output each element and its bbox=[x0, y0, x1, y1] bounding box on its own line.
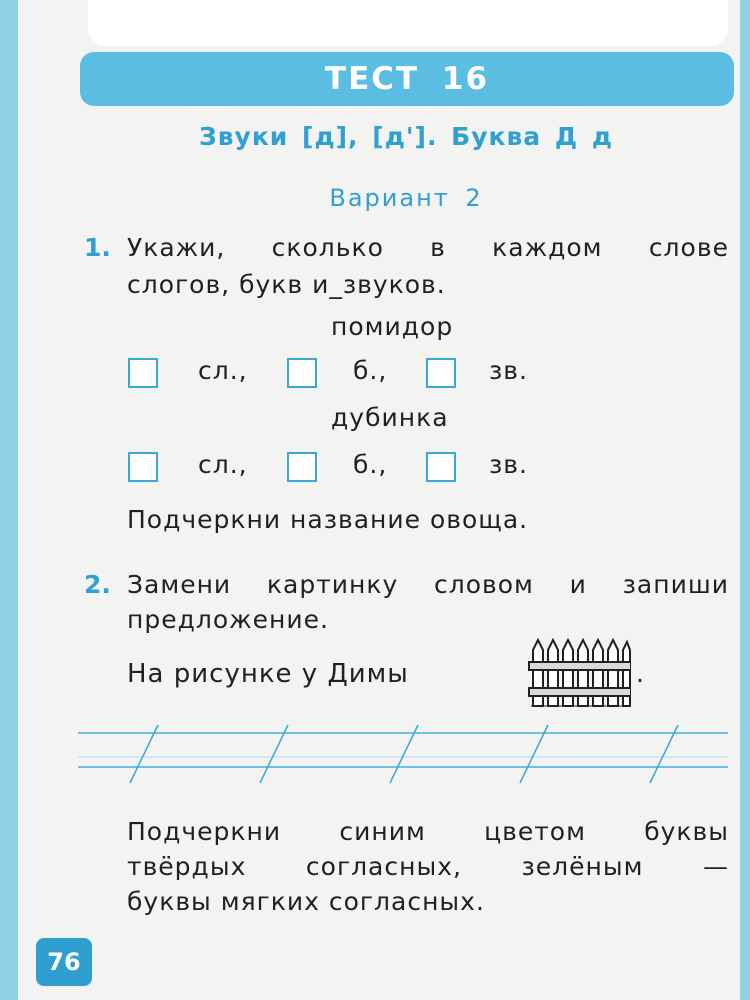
task-2-word: Подчеркни bbox=[127, 817, 282, 846]
letters-input-box[interactable] bbox=[287, 452, 317, 482]
sentence-end-period: . bbox=[636, 659, 644, 688]
count-row-pomidor bbox=[128, 356, 548, 392]
task-1-instruction: Подчеркни название овоща. bbox=[127, 505, 529, 534]
word-dubinka: дубинка bbox=[331, 403, 449, 432]
letters-label: б., bbox=[353, 450, 388, 479]
task-1-number: 1. bbox=[84, 233, 111, 262]
variant-label: Вариант 2 bbox=[329, 184, 483, 212]
count-row-dubinka bbox=[128, 450, 548, 486]
task-2-word: картинку bbox=[266, 570, 399, 599]
syllables-input-box[interactable] bbox=[128, 452, 158, 482]
task-2-line-1 bbox=[127, 570, 729, 599]
task-1-word: слове bbox=[648, 233, 729, 262]
task-2-word: и bbox=[569, 570, 587, 599]
test-title: ТЕСТ 16 bbox=[324, 61, 490, 97]
letters-input-box[interactable] bbox=[287, 358, 317, 388]
syllables-label: сл., bbox=[198, 356, 248, 385]
task-2-word: зелёным bbox=[521, 852, 644, 881]
task-2-number: 2. bbox=[84, 570, 111, 599]
task-1-word: Укажи, bbox=[127, 233, 226, 262]
sounds-input-box[interactable] bbox=[426, 358, 456, 388]
task-2-word: словом bbox=[434, 570, 534, 599]
task-2-line-4 bbox=[127, 852, 729, 881]
syllables-input-box[interactable] bbox=[128, 358, 158, 388]
test-title-bar bbox=[80, 52, 734, 106]
task-2-word: синим bbox=[339, 817, 426, 846]
previous-section-card bbox=[88, 0, 728, 46]
task-1-word: каждом bbox=[492, 233, 603, 262]
task-1-word: в bbox=[430, 233, 446, 262]
task-1-line-2: слогов, букв и_звуков. bbox=[127, 270, 446, 299]
task-2-word: цветом bbox=[484, 817, 586, 846]
sounds-label: зв. bbox=[489, 356, 528, 385]
fence-picture-icon bbox=[527, 628, 631, 708]
task-2-word: твёрдых bbox=[127, 852, 247, 881]
topic-subtitle: Звуки [д], [д']. Буква Д д bbox=[198, 122, 614, 151]
sounds-input-box[interactable] bbox=[426, 452, 456, 482]
task-2-word: согласных, bbox=[305, 852, 462, 881]
task-1-line-1 bbox=[127, 233, 729, 262]
task-2-line-3 bbox=[127, 817, 729, 846]
task-2-word: — bbox=[703, 852, 729, 881]
letters-label: б., bbox=[353, 356, 388, 385]
writing-lines bbox=[78, 715, 728, 785]
task-2-line-2: предложение. bbox=[127, 605, 329, 634]
task-1-word: сколько bbox=[271, 233, 384, 262]
task-2-sentence: На рисунке у Димы bbox=[127, 659, 409, 689]
task-2-word: запиши bbox=[622, 570, 729, 599]
task-2-word: буквы bbox=[644, 817, 729, 846]
sounds-label: зв. bbox=[489, 450, 528, 479]
task-2-word: Замени bbox=[127, 570, 232, 599]
task-2-line-5: буквы мягких согласных. bbox=[127, 887, 485, 916]
page-number: 76 bbox=[36, 938, 92, 986]
syllables-label: сл., bbox=[198, 450, 248, 479]
word-pomidor: помидор bbox=[331, 312, 454, 341]
